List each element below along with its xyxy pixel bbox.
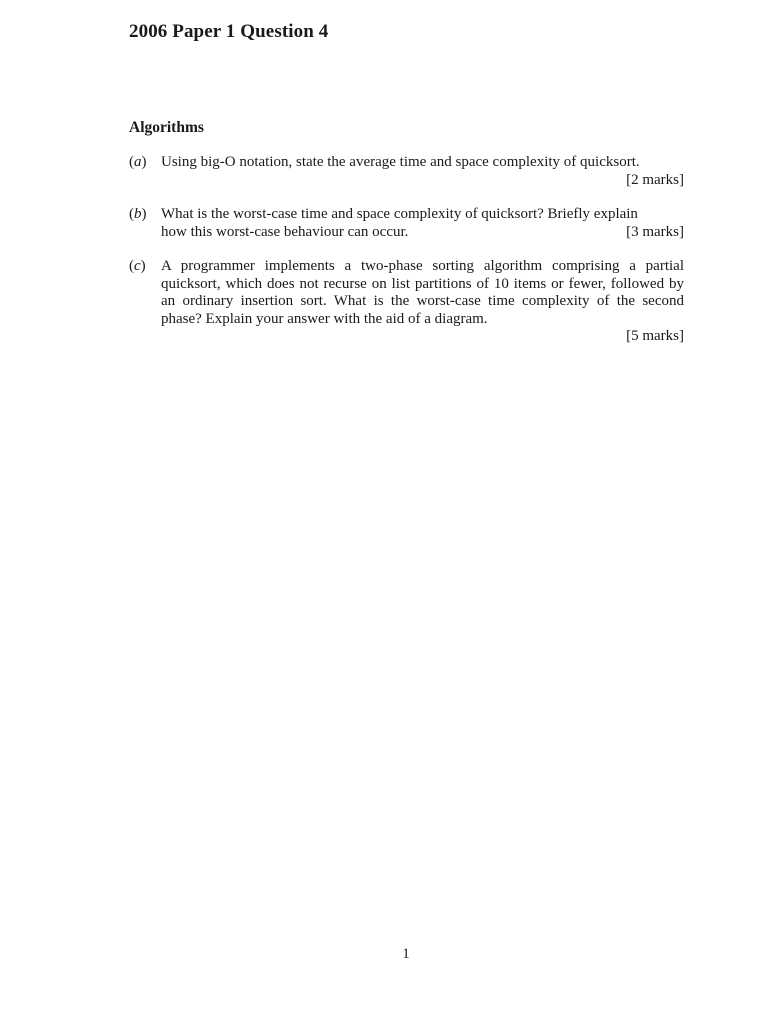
question-body <box>161 206 684 241</box>
marks-label: [2 marks] <box>626 171 684 188</box>
question-text: Using big-O notation, state the average time and space complexity of quicksort. <box>161 154 640 170</box>
question-body <box>161 154 684 189</box>
question-text: how this worst-case behaviour can occur. <box>161 223 409 240</box>
page-number: 1 <box>402 946 410 962</box>
question-body <box>161 258 684 346</box>
question-c <box>129 258 684 346</box>
question-label: (a) <box>129 154 147 170</box>
question-label: (b) <box>129 206 147 222</box>
question-b <box>129 206 684 241</box>
question-label: (c) <box>129 258 146 274</box>
marks-label: [5 marks] <box>626 328 684 344</box>
question-a <box>129 154 684 189</box>
question-last-line <box>161 224 684 242</box>
page-title: 2006 Paper 1 Question 4 <box>129 21 329 42</box>
question-text: What is the worst-case time and space complexity of quicksort? Briefly explain <box>161 206 638 222</box>
section-heading: Algorithms <box>129 119 204 136</box>
marks-label: [3 marks] <box>626 223 684 240</box>
question-text: A programmer implements a two-phase sorting algorithm comprising a partial quicksort, which does not recurse on list partitions of 10 items or fewer, followed by an ordinary insertion sort. What is the worst-case time complexity of the second phase? Explain your answer with the aid of a diagram. <box>161 258 684 327</box>
question-list <box>129 154 684 363</box>
